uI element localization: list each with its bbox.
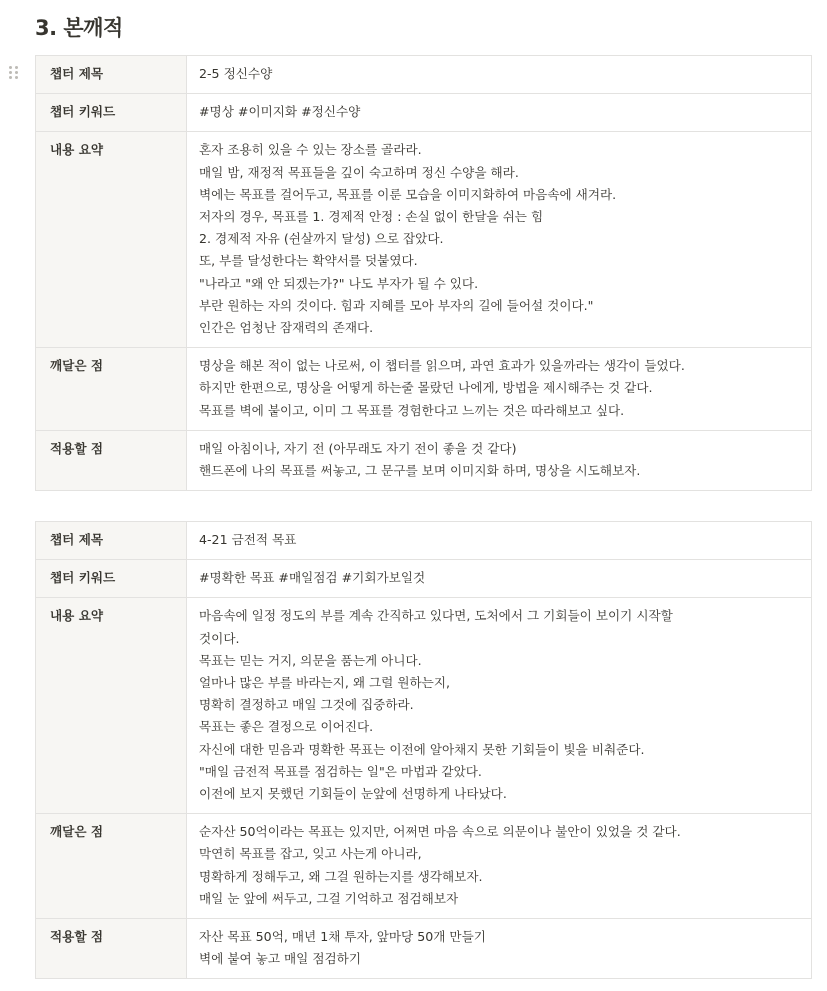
table-row [36, 919, 812, 979]
drag-handle-icon[interactable] [9, 66, 19, 80]
chapter-table-1 [35, 55, 812, 491]
text-line: 벽에 붙여 놓고 매일 점검하기 [199, 951, 361, 967]
row-value[interactable] [187, 598, 812, 814]
text-line: 자신에 대한 믿음과 명확한 목표는 이전에 알아채지 못한 기회들이 빛을 비춰준다. [199, 741, 645, 757]
text-line: 얼마나 많은 부를 바라는지, 왜 그럴 원하는지, [199, 675, 451, 691]
text-line: 또, 부를 달성한다는 확약서를 덧붙였다. [199, 253, 418, 269]
text-line: 하지만 한편으로, 명상을 어떻게 하는줄 몰랐던 나에게, 방법을 제시해주는 것 같다. [199, 380, 653, 396]
text-line: 2-5 정신수양 [199, 66, 273, 81]
row-label[interactable]: 내용 요약 [36, 132, 187, 348]
row-value[interactable] [187, 348, 812, 431]
text-line: "매일 금전적 목표를 점검하는 일"은 마법과 같았다. [199, 763, 482, 779]
row-label[interactable]: 적용할 점 [36, 430, 187, 490]
row-value[interactable] [187, 919, 812, 979]
text-line: 매일 눈 앞에 써두고, 그걸 기억하고 점검해보자 [199, 890, 459, 906]
table-row [36, 814, 812, 919]
row-label[interactable]: 내용 요약 [36, 598, 187, 814]
row-value[interactable] [187, 522, 812, 560]
row-value[interactable] [187, 94, 812, 132]
row-value[interactable] [187, 56, 812, 94]
text-line: 명확히 결정하고 매일 그것에 집중하라. [199, 697, 414, 713]
text-line: 매일 아침이나, 자기 전 (아무래도 자기 전이 좋을 것 같다) [199, 440, 517, 456]
text-line: 4-21 금전적 목표 [199, 532, 297, 547]
row-label[interactable]: 적용할 점 [36, 919, 187, 979]
text-line: 명상을 해본 적이 없는 나로써, 이 챕터를 읽으며, 과연 효과가 있을까라는 생각이 들었다. [199, 358, 685, 374]
table-row [36, 348, 812, 431]
section-heading: 3. 본깨적 [35, 16, 123, 40]
table-row [36, 430, 812, 490]
row-label[interactable]: 챕터 키워드 [36, 560, 187, 598]
text-line: 목표는 믿는 거지, 의문을 품는게 아니다. [199, 652, 422, 668]
text-line: 이전에 보지 못했던 기회들이 눈앞에 선명하게 나타났다. [199, 786, 507, 802]
text-line: 명확하게 정해두고, 왜 그걸 원하는지를 생각해보자. [199, 868, 483, 884]
chapter-table-2 [35, 521, 812, 979]
row-value[interactable] [187, 132, 812, 348]
text-line: 벽에는 목표를 걸어두고, 목표를 이룬 모습을 이미지화하여 마음속에 새겨라. [199, 186, 617, 202]
text-line: 혼자 조용히 있을 수 있는 장소를 골라라. [199, 142, 422, 158]
text-line: 부란 원하는 자의 것이다. 힘과 지혜를 모아 부자의 길에 들어설 것이다." [199, 297, 594, 313]
table-row [36, 522, 812, 560]
text-line: #명확한 목표 #매일점검 #기회가보일것 [199, 570, 426, 586]
text-line: 것이다. [199, 630, 240, 646]
row-label[interactable]: 깨달은 점 [36, 814, 187, 919]
text-line: 핸드폰에 나의 목표를 써놓고, 그 문구를 보며 이미지화 하며, 명상을 시도해보자. [199, 463, 641, 479]
text-line: 매일 밤, 재정적 목표들을 깊이 숙고하며 정신 수양을 해라. [199, 164, 519, 180]
text-line: 막연히 목표를 잡고, 잊고 사는게 아니라, [199, 846, 422, 862]
row-value[interactable] [187, 430, 812, 490]
text-line: 저자의 경우, 목표를 1. 경제적 안정 : 손실 없이 한달을 쉬는 힘 [199, 209, 544, 225]
table-row [36, 56, 812, 94]
text-line: 목표를 벽에 붙이고, 이미 그 목표를 경험한다고 느끼는 것은 따라해보고 싶다. [199, 402, 625, 418]
table-row [36, 132, 812, 348]
table-row [36, 94, 812, 132]
table-row [36, 598, 812, 814]
row-label[interactable]: 챕터 제목 [36, 56, 187, 94]
text-line: #명상 #이미지화 #정신수양 [199, 104, 361, 120]
row-label[interactable]: 챕터 키워드 [36, 94, 187, 132]
text-line: 인간은 엄청난 잠재력의 존재다. [199, 320, 374, 336]
text-line: "나라고 "왜 안 되겠는가?" 나도 부자가 될 수 있다. [199, 275, 479, 291]
table-row [36, 560, 812, 598]
text-line: 마음속에 일정 정도의 부를 계속 간직하고 있다면, 도처에서 그 기회들이 보이기 시작할 [199, 608, 673, 624]
row-value[interactable] [187, 560, 812, 598]
row-value[interactable] [187, 814, 812, 919]
text-line: 2. 경제적 자유 (쉰살까지 달성) 으로 잡았다. [199, 231, 444, 247]
text-line: 목표는 좋은 결정으로 이어진다. [199, 719, 374, 735]
row-label[interactable]: 깨달은 점 [36, 348, 187, 431]
row-label[interactable]: 챕터 제목 [36, 522, 187, 560]
text-line: 순자산 50억이라는 목표는 있지만, 어쩌면 마음 속으로 의문이나 불안이 있었을 것 같다. [199, 824, 681, 840]
text-line: 자산 목표 50억, 매년 1채 투자, 앞마당 50개 만들기 [199, 929, 486, 945]
